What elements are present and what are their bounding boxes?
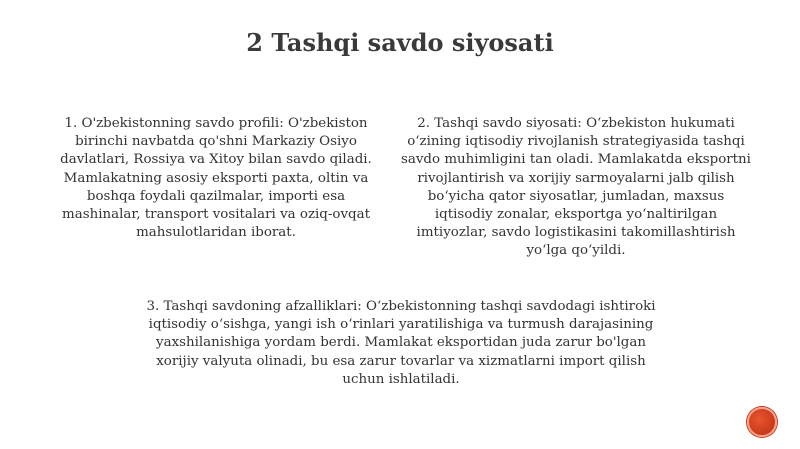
text-block-savdo-profili: 1. O'zbekistonning savdo profili: O'zbekiston birinchi navbatda qo'shni Markaziy Osiyo davlatlari, Rossiya va Xitoy bilan savdo qiladi. Mamlakatning asosiy eksporti paxta, oltin va boshqa foydali qazilmalar, importi esa mashinalar, transport vositalari va oziq-ovqat mahsulotlaridan iborat.	[60, 116, 372, 241]
text-block-savdo-siyosati: 2. Tashqi savdo siyosati: O‘zbekiston hukumati o‘zining iqtisodiy rivojlanish strategiyasida tashqi savdo muhimligini tan oladi. Mamlakatda eksportni rivojlantirish va xorijiy sarmoyalarni jalb qilish bo‘yicha qator siyosatlar, jumladan, maxsus iqtisodiy zonalar, eksportga yo‘naltirilgan imtiyozlar, savdo logistikasini takomillashtirish yo‘lga qo‘yildi.	[401, 116, 751, 259]
next-slide-button[interactable]	[747, 407, 777, 437]
slide-title: 2 Tashqi savdo siyosati	[246, 28, 554, 57]
text-block-afzalliklari: 3. Tashqi savdoning afzalliklari: O‘zbekistonning tashqi savdodagi ishtiroki iqtisodiy o‘sishga, yangi ish o‘rinlari yaratilishiga va turmush darajasining yaxshilanishiga yordam berdi. Mamlakat eksportidan juda zarur bo'lgan xorijiy valyuta olinadi, bu esa zarur tovarlar va xizmatlarni import qilish uchun ishlatiladi.	[146, 299, 656, 387]
